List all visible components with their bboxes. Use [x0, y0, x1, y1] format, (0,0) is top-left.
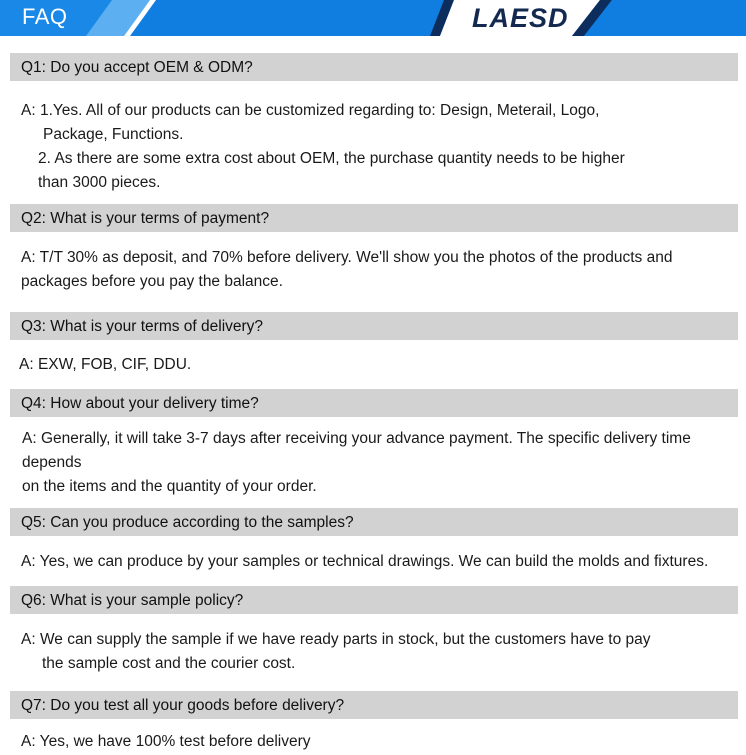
- faq-answer-line: the sample cost and the courier cost.: [42, 655, 296, 672]
- faq-question: Q3: What is your terms of delivery?: [21, 318, 264, 335]
- faq-answer-line: than 3000 pieces.: [38, 174, 161, 191]
- faq-answer-line: Package, Functions.: [43, 126, 184, 143]
- brand-logo: LAESD: [472, 3, 569, 33]
- faq-question: Q5: Can you produce according to the samples?: [21, 514, 354, 531]
- faq-answer-line: A: Yes, we have 100% test before delivery: [21, 733, 311, 750]
- faq-question-bar: [10, 53, 738, 81]
- faq-question-bar: [10, 691, 738, 719]
- faq-question-bar: [10, 389, 738, 417]
- header-banner: [0, 0, 746, 36]
- faq-question: Q2: What is your terms of payment?: [21, 210, 270, 227]
- faq-question: Q7: Do you test all your goods before delivery?: [21, 697, 345, 714]
- faq-answer-line: A: Yes, we can produce by your samples or technical drawings. We can build the molds and fixtures.: [21, 553, 709, 570]
- faq-question-bar: [10, 508, 738, 536]
- faq-question: Q6: What is your sample policy?: [21, 592, 244, 609]
- faq-answer-line: A: Generally, it will take 3-7 days after receiving your advance payment. The specific delivery time: [22, 430, 691, 447]
- faq-question-bar: [10, 586, 738, 614]
- faq-answer-line: on the items and the quantity of your order.: [22, 478, 317, 495]
- faq-question-bar: [10, 204, 738, 232]
- faq-answer-line: A: EXW, FOB, CIF, DDU.: [19, 356, 192, 373]
- faq-question: Q1: Do you accept OEM & ODM?: [21, 59, 253, 76]
- faq-answer-line: packages before you pay the balance.: [21, 273, 283, 290]
- faq-answer-line: A: T/T 30% as deposit, and 70% before delivery. We'll show you the photos of the products and: [21, 249, 673, 266]
- faq-answer-line: 2. As there are some extra cost about OEM, the purchase quantity needs to be higher: [38, 150, 625, 167]
- faq-answer-line: A: We can supply the sample if we have ready parts in stock, but the customers have to pay: [21, 631, 651, 648]
- faq-answer-line: depends: [22, 454, 82, 471]
- faq-question: Q4: How about your delivery time?: [21, 395, 259, 412]
- banner-graphic: [0, 0, 746, 36]
- faq-answer-line: A: 1.Yes. All of our products can be customized regarding to: Design, Meterail, Logo,: [21, 102, 600, 119]
- faq-question-bar: [10, 312, 738, 340]
- page-title: FAQ: [22, 4, 68, 29]
